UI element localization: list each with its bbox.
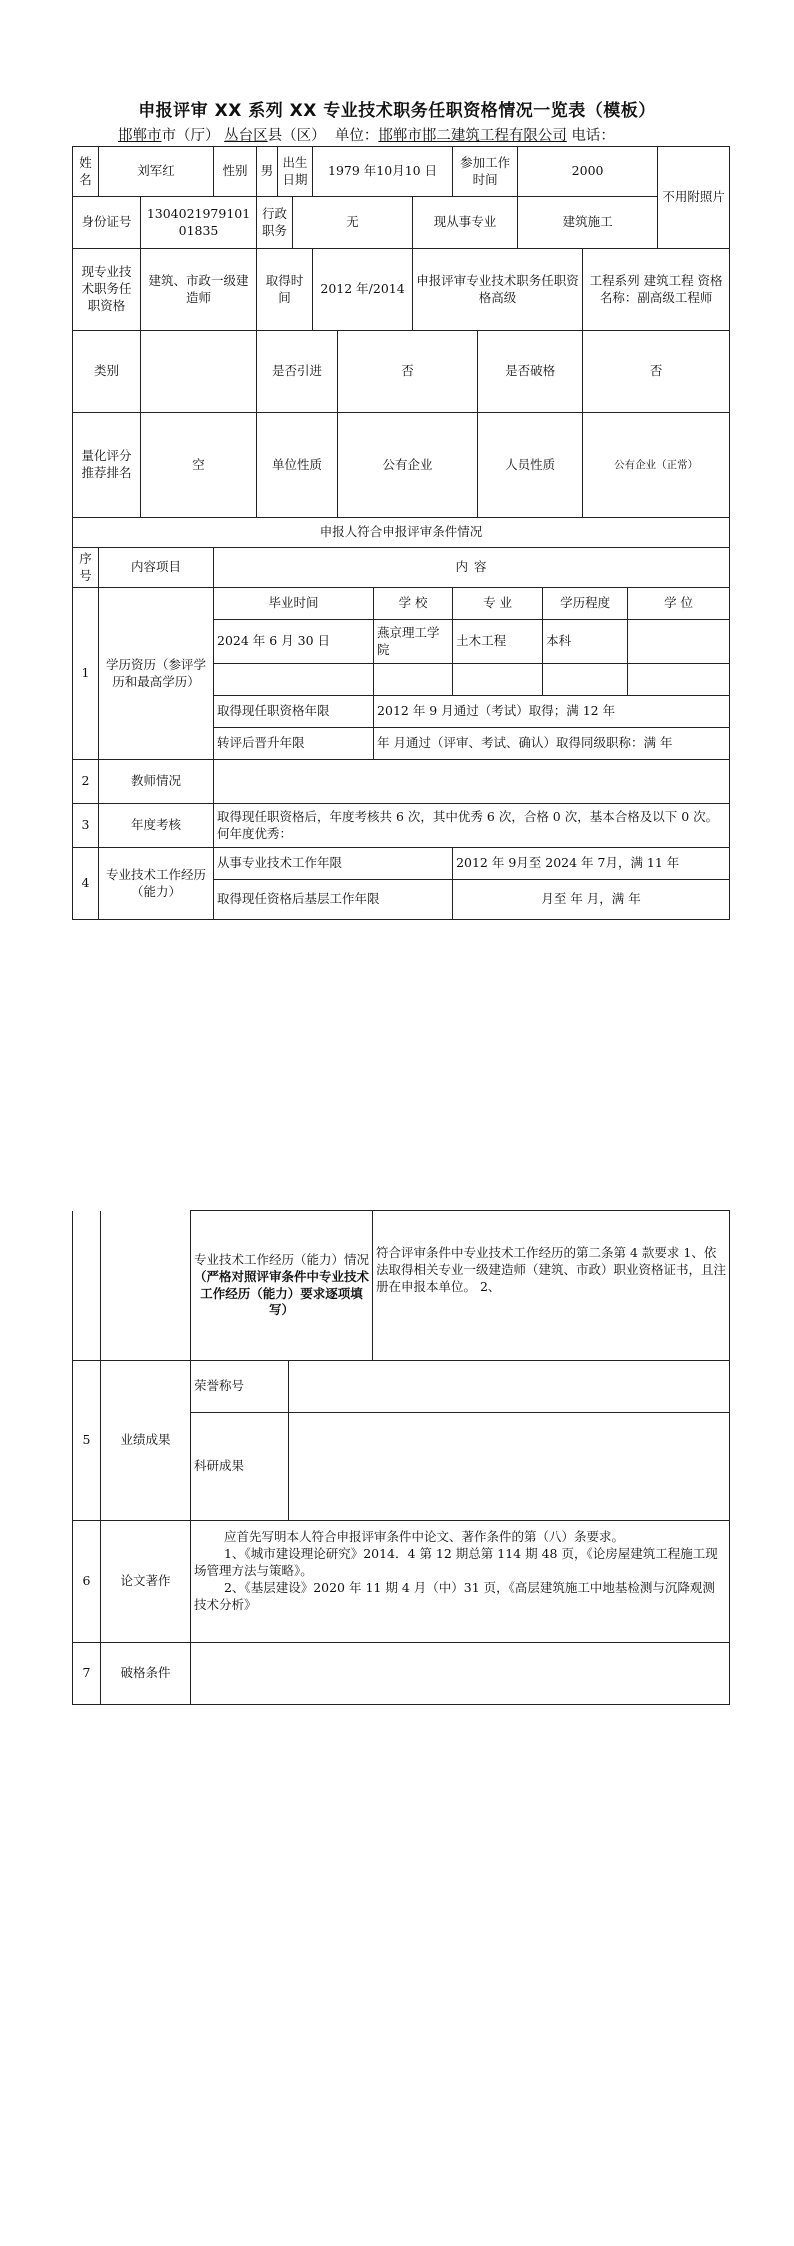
seq-header: 序号: [73, 548, 99, 588]
unit-nature-value: 公有企业: [338, 413, 478, 518]
rank-label: 量化评分推荐排名: [73, 413, 141, 518]
paper-line-2: 1、《城市建设理论研究》2014．4 第 12 期总第 114 期 48 页，《论房屋建筑工程施工现场管理方法与策略》。: [194, 1545, 718, 1578]
edu-school-value: 燕京理工学院: [374, 620, 453, 664]
paper-line-1: 应首先写明本人符合申报评审条件中论文、著作条件的第（八）条要求。: [224, 1529, 625, 1544]
person-nature-value: 公有企业（正常）: [583, 413, 730, 518]
admin-value: 无: [293, 197, 413, 249]
person-nature-label: 人员性质: [478, 413, 583, 518]
content-header: 内 容: [214, 548, 730, 588]
paper-seq: 6: [73, 1521, 101, 1643]
exp-base-label: 取得现任资格后基层工作年限: [214, 880, 453, 920]
research-value: [289, 1413, 730, 1521]
district-value: 丛台区: [224, 128, 268, 144]
category-value: [141, 331, 257, 413]
edu-label: 学历资历（参评学历和最高学历）: [99, 588, 214, 760]
edu-promo-value: 年 月通过（评审、考试、确认）取得同级职称：满 年: [374, 728, 730, 760]
edu-blank-2: [374, 664, 453, 696]
current-qual-value: 建筑、市政一级建造师: [141, 249, 257, 331]
item-header: 内容项目: [99, 548, 214, 588]
intro-label: 是否引进: [257, 331, 338, 413]
exp-detail-value: 符合评审条件中专业技术工作经历的第二条第 4 款要求 1、依法取得相关专业一级建造师（建筑、市政）职业资格证书，且注册在申报本单位。 2、: [373, 1211, 730, 1361]
perf-label: 业绩成果: [101, 1361, 191, 1521]
name-label: 姓名: [73, 147, 99, 197]
edu-blank-3: [453, 664, 543, 696]
apply-value: 工程系列 建筑工程 资格名称：副高级工程师: [583, 249, 730, 331]
exc-seq: 7: [73, 1643, 101, 1705]
annual-value: 取得现任职资格后，年度考核共 6 次，其中优秀 6 次，合格 0 次，基本合格及以下 0 次。何年度优秀：: [214, 804, 730, 848]
exp-detail-label-a: 专业技术工作经历（能力）情况: [194, 1251, 370, 1267]
edu-level-header: 学历程度: [543, 588, 628, 620]
exp-seq: 4: [73, 848, 99, 920]
edu-years-label: 取得现任职资格年限: [214, 696, 374, 728]
edu-grad-value: 2024 年 6 月 30 日: [214, 620, 374, 664]
rank-value: 空: [141, 413, 257, 518]
edu-blank-1: [214, 664, 374, 696]
birth-label: 出生日期: [278, 147, 313, 197]
field-value: 建筑施工: [518, 197, 658, 249]
annual-label: 年度考核: [99, 804, 214, 848]
exp-cont-seq: [73, 1211, 101, 1361]
exception-label: 是否破格: [478, 331, 583, 413]
honor-label: 荣誉称号: [191, 1361, 289, 1413]
category-label: 类别: [73, 331, 141, 413]
document-title: 申报评审 XX 系列 XX 专业技术职务任职资格情况一览表（模板）: [138, 101, 656, 121]
exp-years-value: 2012 年 9月至 2024 年 7月，满 11 年: [453, 848, 730, 880]
work-start-label: 参加工作时间: [453, 147, 518, 197]
birth-value: 1979 年10月10 日: [313, 147, 453, 197]
edu-seq: 1: [73, 588, 99, 760]
unit-value: 邯郸市邯二建筑工程有限公司: [378, 128, 567, 144]
teacher-label: 教师情况: [99, 760, 214, 804]
work-start-value: 2000: [518, 147, 658, 197]
edu-degree-value: [628, 620, 730, 664]
id-label: 身份证号: [73, 197, 141, 249]
edu-years-value: 2012 年 9 月通过（考试）取得；满 12 年: [374, 696, 730, 728]
exp-label: 专业技术工作经历（能力）: [99, 848, 214, 920]
edu-school-header: 学 校: [374, 588, 453, 620]
city-value: 邯郸市: [118, 128, 162, 144]
edu-grad-header: 毕业时间: [214, 588, 374, 620]
research-label: 科研成果: [191, 1413, 289, 1521]
city-suffix: 市（厅）: [161, 128, 220, 144]
header-line: [118, 124, 615, 145]
paper-label: 论文著作: [101, 1521, 191, 1643]
teacher-value: [214, 760, 730, 804]
obtain-label: 取得时间: [257, 249, 313, 331]
apply-label: 申报评审专业技术职务任职资格高级: [413, 249, 583, 331]
exp-detail-label-b: （严格对照评审条件中专业技术工作经历（能力）要求逐项填写）: [194, 1268, 370, 1318]
section-heading: 申报人符合申报评审条件情况: [73, 518, 730, 548]
id-value: 130402197910101835: [141, 197, 257, 249]
district-suffix: 县（区）: [267, 128, 326, 144]
exc-value: [191, 1643, 730, 1705]
phone-label: 电话：: [571, 128, 615, 144]
exp-base-value: 月至 年 月，满 年: [453, 880, 730, 920]
edu-blank-5: [628, 664, 730, 696]
page2-table: [72, 1210, 730, 1705]
exp-years-label: 从事专业技术工作年限: [214, 848, 453, 880]
exp-detail-label: [191, 1211, 373, 1361]
paper-value: [191, 1521, 730, 1643]
name-value: 刘军红: [99, 147, 214, 197]
edu-blank-4: [543, 664, 628, 696]
edu-promo-label: 转评后晋升年限: [214, 728, 374, 760]
intro-value: 否: [338, 331, 478, 413]
photo-cell: 不用附照片: [658, 147, 730, 249]
unit-nature-label: 单位性质: [257, 413, 338, 518]
exp-cont-label: [101, 1211, 191, 1361]
perf-seq: 5: [73, 1361, 101, 1521]
edu-major-header: 专 业: [453, 588, 543, 620]
edu-degree-header: 学 位: [628, 588, 730, 620]
gender-value: 男: [257, 147, 278, 197]
field-label: 现从事专业: [413, 197, 518, 249]
unit-label: 单位：: [334, 128, 379, 144]
gender-label: 性别: [214, 147, 257, 197]
honor-value: [289, 1361, 730, 1413]
current-qual-label: 现专业技术职务任职资格: [73, 249, 141, 331]
teacher-seq: 2: [73, 760, 99, 804]
edu-level-value: 本科: [543, 620, 628, 664]
paper-line-3: 2、《基层建设》2020 年 11 期 4 月（中）31 页，《高层建筑施工中地基检测与沉降观测技术分析》: [194, 1579, 715, 1612]
obtain-value: 2012 年/2014: [313, 249, 413, 331]
basic-info-table: [72, 146, 730, 920]
exception-value: 否: [583, 331, 730, 413]
exc-label: 破格条件: [101, 1643, 191, 1705]
annual-seq: 3: [73, 804, 99, 848]
admin-label: 行政职务: [257, 197, 293, 249]
edu-major-value: 土木工程: [453, 620, 543, 664]
